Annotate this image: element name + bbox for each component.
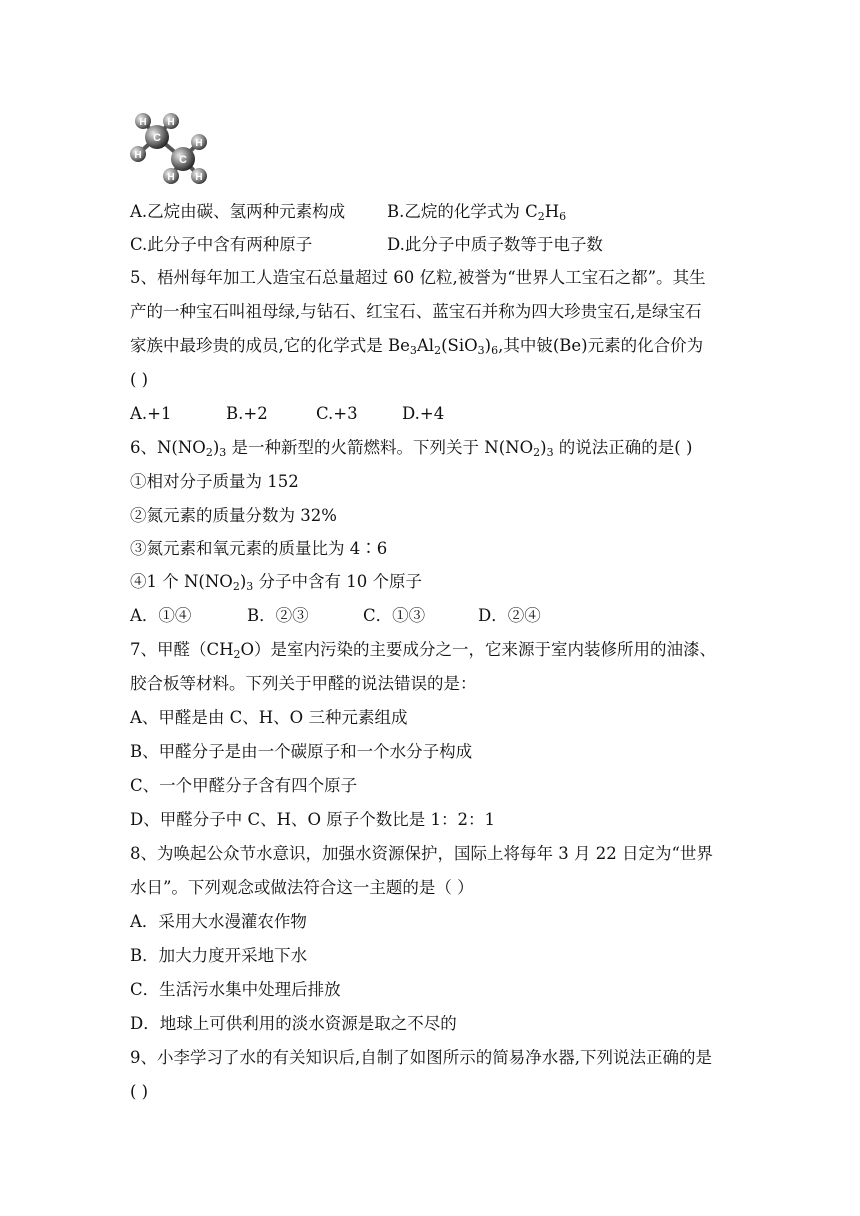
q9-stem-line-1: 9、小李学习了水的有关知识后,自制了如图所示的简易净水器,下列说法正确的是 (130, 1048, 712, 1067)
q8-option-d: D．地球上可供利用的淡水资源是取之不尽的 (130, 1014, 457, 1033)
q4-options-row-1 (130, 201, 566, 228)
hydrogen-atom (163, 113, 179, 129)
svg-text:H: H (139, 117, 147, 128)
svg-text:C: C (153, 132, 161, 144)
q6-option-c: C．①③ (363, 606, 426, 625)
q6-item-4: ④1 个 $N(NO_2)_3$ 分子中含有 10 个原子 (130, 572, 422, 593)
q8-stem-line-2: 水日”。下列观念或做法符合这一主题的是（ ） (130, 878, 474, 897)
q5-stem-line-2: 产的一种宝石叫祖母绿,与钻石、红宝石、蓝宝石并称为四大珍贵宝石,是绿宝石 (130, 302, 702, 321)
svg-text:H: H (134, 150, 142, 161)
q7-stem-line-1: 7、甲醛$(CH_2O)$是室内污染的主要成分之一，它来源于室内装修所用的油漆、 (130, 640, 717, 661)
q4-option-c: C.此分子中含有两种原子 (130, 235, 313, 254)
q7-option-b: B、甲醛分子是由一个碳原子和一个水分子构成 (130, 742, 473, 761)
q5-stem-line-3: 家族中最珍贵的成员,它的化学式是 $Be_3Al_2(SiO_3)_6$,其中铍(Be)元素的化合价为 (130, 336, 704, 357)
q4-option-b: B.乙烷的化学式为 $C_2H_6$ (387, 202, 567, 223)
q8-option-c: C．生活污水集中处理后排放 (130, 980, 341, 999)
svg-text:H: H (167, 172, 175, 183)
q7-stem-line-2: 胶合板等材料。下列关于甲醛的说法错误的是： (130, 674, 477, 693)
q5-option-c: C.+3 (316, 404, 358, 423)
q6-option-d: D．②④ (478, 606, 541, 625)
q7-option-d: D、甲醛分子中 C、H、O 原子个数比是 1：2：1 (130, 810, 495, 829)
q4-option-a: A.乙烷由碳、氢两种元素构成 (130, 202, 346, 221)
q5-option-a: A.+1 (130, 404, 172, 423)
q6-item-2: ②氮元素的质量分数为 32% (130, 506, 337, 525)
q6-option-b: B．②③ (247, 606, 309, 625)
hydrogen-atom (135, 113, 151, 129)
q8-stem-line-1: 8、为唤起公众节水意识，加强水资源保护，国际上将每年 3 月 22 日定为“世界 (130, 844, 713, 863)
q6-stem: 6、$N(NO_2)_3$ 是一种新型的火箭燃料。下列关于 $N(NO_2)_3$ 的说法正确的是( ) (130, 438, 693, 459)
carbon-atom (145, 125, 169, 149)
q7-option-a: A、甲醛是由 C、H、O 三种元素组成 (130, 708, 408, 727)
q5-option-b: B.+2 (226, 404, 268, 423)
q4-option-d: D.此分子中质子数等于电子数 (387, 235, 603, 254)
q6-item-3: ③氮元素和氧元素的质量比为 4∶6 (130, 539, 388, 558)
ethane-molecule-model (126, 108, 218, 190)
hydrogen-atom (130, 146, 146, 162)
q4-options-row-2 (130, 234, 603, 256)
carbon-atom (171, 147, 195, 171)
svg-text:H: H (195, 138, 203, 149)
q7-option-c: C、一个甲醛分子含有四个原子 (130, 776, 358, 795)
q6-options (130, 605, 541, 627)
q8-option-a: A．采用大水漫灌农作物 (130, 912, 307, 931)
hydrogen-atom (191, 168, 207, 184)
svg-text:H: H (167, 117, 175, 128)
q8-option-b: B．加大力度开采地下水 (130, 946, 308, 965)
q5-option-d: D.+4 (402, 404, 445, 423)
q5-options (130, 403, 444, 425)
hydrogen-atom (191, 134, 207, 150)
q6-option-a: A．①④ (130, 606, 192, 625)
svg-text:H: H (195, 172, 203, 183)
hydrogen-atom (163, 168, 179, 184)
q6-item-1: ①相对分子质量为 152 (130, 472, 299, 491)
svg-text:C: C (179, 154, 187, 166)
q5-answer-paren: ( ) (130, 370, 149, 389)
q5-stem-line-1: 5、梧州每年加工人造宝石总量超过 60 亿粒,被誉为“世界人工宝石之都”。其生 (130, 268, 706, 287)
q9-answer-paren: ( ) (130, 1082, 149, 1101)
